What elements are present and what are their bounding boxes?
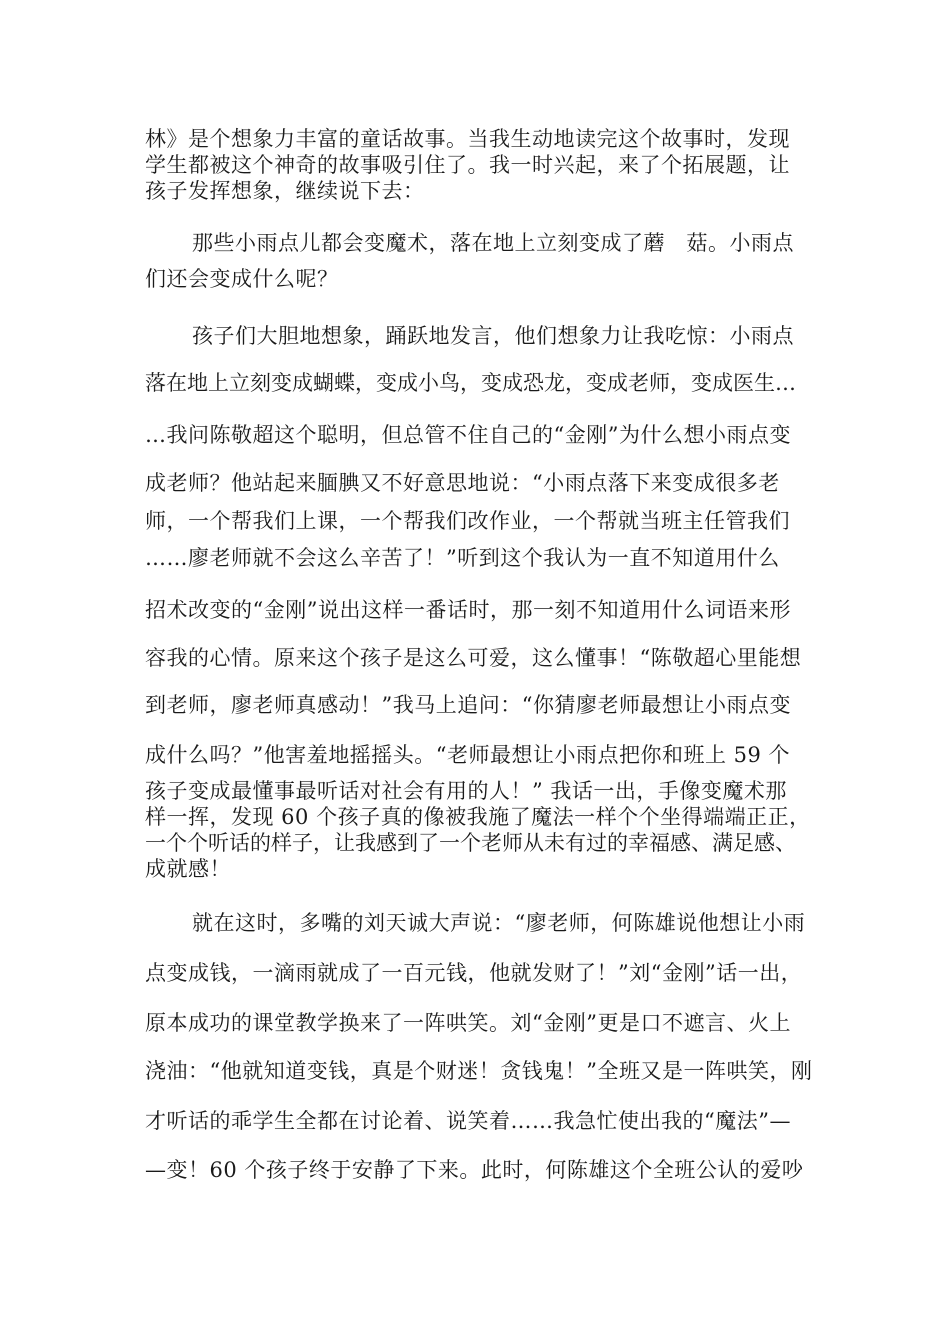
text-line: 浇油：“他就知道变钱，真是个财迷！贪钱鬼！”全班又是一阵哄笑，刚 [145, 1059, 813, 1083]
text-line: 到老师，廖老师真感动！”我马上追问：“你猜廖老师最想让小雨点变 [145, 693, 791, 717]
paragraph-start-line: 孩子们大胆地想象，踊跃地发言，他们想象力让我吃惊：小雨点 [192, 324, 794, 348]
text-line: 原本成功的课堂教学换来了一阵哄笑。刘“金刚”更是口不遮言、火上 [145, 1011, 791, 1035]
text-line: 成什么吗？”他害羞地摇摇头。“老师最想让小雨点把你和班上 59 个 [145, 743, 791, 767]
paragraph-start-line: 那些小雨点儿都会变魔术，落在地上立刻变成了蘑 菇。小雨点 [192, 231, 794, 255]
text-line: ……廖老师就不会这么辛苦了！”听到这个我认为一直不知道用什么 [145, 546, 780, 570]
text-line: 成就感！ [145, 857, 231, 881]
text-line: 林》是个想象力丰富的童话故事。当我生动地读完这个故事时，发现 [145, 127, 790, 151]
text-line: …我问陈敬超这个聪明，但总管不住自己的“金刚”为什么想小雨点变 [145, 423, 791, 447]
text-line: —变！60 个孩子终于安静了下来。此时，何陈雄这个全班公认的爱吵 [145, 1158, 804, 1182]
text-line: 招术改变的“金刚”说出这样一番话时，那一刻不知道用什么词语来形 [145, 598, 791, 622]
text-line: 成老师？他站起来腼腆又不好意思地说：“小雨点落下来变成很多老 [145, 471, 780, 495]
text-line: 点变成钱，一滴雨就成了一百元钱，他就发财了！”刘“金刚”话一出， [145, 961, 803, 985]
text-line: 样一挥，发现 60 个孩子真的像被我施了魔法一样个个坐得端端正正， [145, 805, 811, 829]
text-line: 容我的心情。原来这个孩子是这么可爱，这么懂事！“陈敬超心里能想 [145, 646, 802, 670]
text-line: 才听话的乖学生全都在讨论着、说笑着……我急忙使出我的“魔法”— [145, 1109, 791, 1133]
text-line: 们还会变成什么呢？ [145, 267, 339, 291]
text-line: 落在地上立刻变成蝴蝶，变成小鸟，变成恐龙，变成老师，变成医生… [145, 371, 796, 395]
text-line: 孩子变成最懂事最听话对社会有用的人！” 我话一出，手像变魔术那 [145, 779, 787, 803]
paragraph-start-line: 就在这时，多嘴的刘天诚大声说：“廖老师，何陈雄说他想让小雨 [192, 911, 806, 935]
text-line: 师，一个帮我们上课，一个帮我们改作业，一个帮就当班主任管我们 [145, 509, 790, 533]
text-line: 一个个听话的样子，让我感到了一个老师从未有过的幸福感、满足感、 [145, 831, 796, 855]
text-line: 孩子发挥想象，继续说下去： [145, 179, 425, 203]
text-line: 学生都被这个神奇的故事吸引住了。我一时兴起，来了个拓展题，让 [145, 153, 790, 177]
